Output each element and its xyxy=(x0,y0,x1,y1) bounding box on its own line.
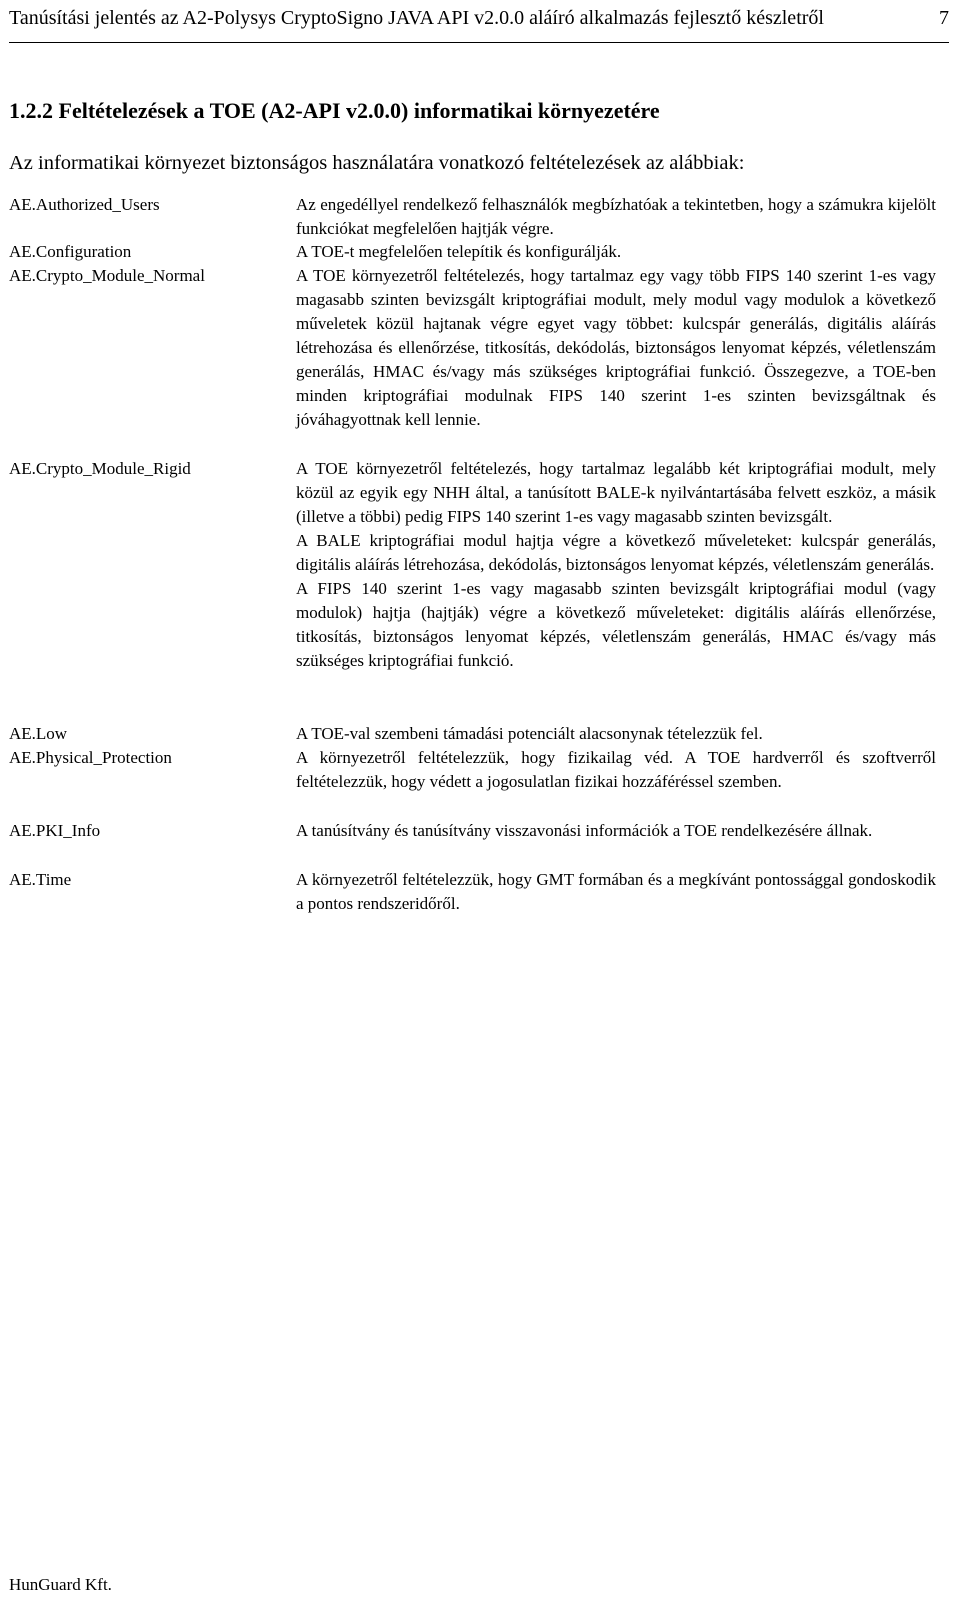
assumption-term: AE.PKI_Info xyxy=(9,821,101,840)
assumption-description xyxy=(296,240,936,264)
description-paragraph: A környezetről feltételezzük, hogy fizikailag véd. A TOE hardverről és szoftverről feltételezzük, hogy védett a jogosulatlan fizikai hozzáféréssel szemben. xyxy=(296,748,936,791)
description-paragraph: A TOE környezetről feltételezés, hogy tartalmaz legalább két kriptográfiai modult, mely közül az egyik egy NHH által, a tanúsított BALE-k nyilvántartásába felvett eszköz, a másik (illetve a többi) pedig FIPS 140 szerint 1-es vagy magasabb szinten bevizsgált. xyxy=(296,459,936,526)
page-number: 7 xyxy=(939,7,949,29)
description-paragraph: A környezetről feltételezzük, hogy GMT formában és a megkívánt pontossággal gondoskodik a pontos rendszeridőről. xyxy=(296,870,936,913)
assumption-term: AE.Authorized_Users xyxy=(9,195,160,214)
description-paragraph: A tanúsítvány és tanúsítvány visszavonási információk a TOE rendelkezésére állnak. xyxy=(296,821,873,840)
assumption-term: AE.Low xyxy=(9,724,68,743)
assumption-description xyxy=(296,457,936,673)
description-paragraph: A FIPS 140 szerint 1-es vagy magasabb szinten bevizsgált kriptográfiai modul (vagy modulok) hajtja (hajtják) végre a következő műveleteket: digitális aláírás ellenőrzése, titkosítás, biztonságos lenyomat képzés, véletlenszám generálás, HMAC és/vagy más szükséges kriptográfiai funkció. xyxy=(296,579,936,670)
assumption-term: AE.Physical_Protection xyxy=(9,748,172,767)
assumption-description xyxy=(296,746,936,794)
document-title: Tanúsítási jelentés az A2-Polysys CryptoSigno JAVA API v2.0.0 aláíró alkalmazás fejlesztő készletről xyxy=(9,7,824,29)
description-paragraph: Az engedéllyel rendelkező felhasználók megbízhatóak a tekintetben, hogy a számukra kijelölt funkciókat megfelelően hajtják végre. xyxy=(296,195,936,238)
assumption-term: AE.Configuration xyxy=(9,242,132,261)
assumption-description xyxy=(296,264,936,432)
description-paragraph: A BALE kriptográfiai modul hajtja végre a következő műveleteket: kulcspár generálás, digitális aláírás létrehozása, dekódolás, biztonságos lenyomat képzés, véletlenszám generálás. xyxy=(296,531,936,574)
description-paragraph: A TOE-val szembeni támadási potenciált alacsonynak tételezzük fel. xyxy=(296,724,763,743)
assumption-description xyxy=(296,819,936,843)
assumption-description xyxy=(296,868,936,916)
section-heading: 1.2.2 Feltételezések a TOE (A2-API v2.0.0) informatikai környezetére xyxy=(9,98,660,123)
assumption-term: AE.Crypto_Module_Rigid xyxy=(9,459,191,478)
assumption-term: AE.Time xyxy=(9,870,72,889)
page-footer: HunGuard Kft. xyxy=(9,1575,112,1594)
page-header xyxy=(9,2,949,43)
assumption-description xyxy=(296,193,936,241)
assumption-description xyxy=(296,722,936,746)
assumption-term: AE.Crypto_Module_Normal xyxy=(9,266,205,285)
description-paragraph: A TOE környezetről feltételezés, hogy tartalmaz egy vagy több FIPS 140 szerint 1-es vagy magasabb szinten bevizsgált kriptográfiai modult, mely modul vagy modulok a következő műveletek közül hajtanak végre egyet vagy többet: kulcspár generálás, digitális aláírás létrehozása és ellenőrzése, titkosítás, dekódolás, biztonságos lenyomat képzés, véletlenszám generálás, HMAC és/vagy más szükséges kriptográfiai funkció. Összegezve, a TOE-ben minden kriptográfiai modulnak FIPS 140 szerint 1-es szinten bevizsgáltnak és jóváhagyottnak kell lennie. xyxy=(296,266,936,429)
section-intro: Az informatikai környezet biztonságos használatára vonatkozó feltételezések az alábbiak: xyxy=(9,152,745,174)
description-paragraph: A TOE-t megfelelően telepítik és konfigurálják. xyxy=(296,242,622,261)
